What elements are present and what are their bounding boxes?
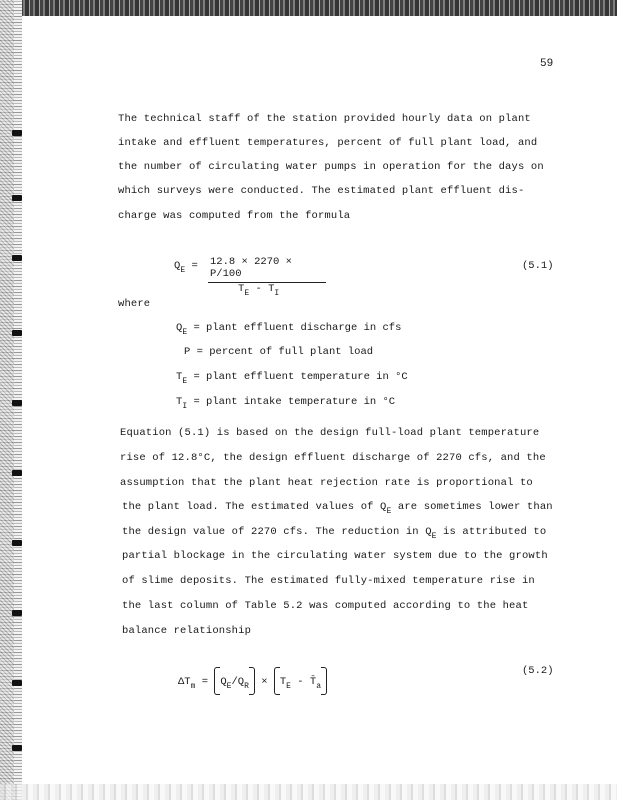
paragraph-line: The technical staff of the station provided hourly data on plant bbox=[118, 113, 531, 125]
paragraph-line: intake and effluent temperatures, percent of full plant load, and bbox=[118, 137, 538, 149]
binding-mark bbox=[12, 255, 22, 261]
scan-top-edge bbox=[0, 0, 617, 16]
binding-mark bbox=[12, 400, 22, 406]
definition-item: $T_E$ = plant effluent temperature in °C bbox=[176, 371, 408, 386]
paragraph-line: the plant load. The estimated values of $Q_E$ are sometimes lower than bbox=[122, 501, 553, 516]
equation-5-1-denominator: $T_E - T_I$ bbox=[238, 283, 280, 298]
binding-mark bbox=[12, 130, 22, 136]
paragraph-line: which surveys were conducted. The estimated plant effluent dis- bbox=[118, 185, 525, 197]
equation-number: (5.1) bbox=[522, 260, 554, 272]
bracket-right bbox=[321, 667, 327, 695]
bracket-right bbox=[249, 667, 255, 695]
paragraph-line: balance relationship bbox=[122, 625, 252, 637]
binding-mark bbox=[12, 470, 22, 476]
definition-item: $Q_E$ = plant effluent discharge in cfs bbox=[176, 322, 402, 337]
equation-5-1-lhs: $Q_E$ = bbox=[174, 260, 198, 275]
paragraph-line: Equation (5.1) is based on the design full-load plant temperature bbox=[120, 427, 540, 439]
binding-mark bbox=[12, 680, 22, 686]
binding-mark bbox=[12, 540, 22, 546]
binding-mark bbox=[12, 195, 22, 201]
binding-mark bbox=[12, 610, 22, 616]
paragraph-line: of slime deposits. The estimated fully-mixed temperature rise in bbox=[122, 575, 535, 587]
definition-item: $T_I$ = plant intake temperature in °C bbox=[176, 396, 396, 411]
paragraph-line: assumption that the plant heat rejection rate is proportional to bbox=[120, 477, 533, 489]
scan-bottom-edge bbox=[0, 784, 617, 800]
paragraph-line: partial blockage in the circulating water system due to the growth bbox=[122, 550, 548, 562]
paragraph-line: rise of 12.8°C, the design effluent discharge of 2270 cfs, and the bbox=[120, 452, 546, 464]
equation-5-2: $\Delta T_m = Q_E/Q_R \times T_E$ - $T̄_a$ bbox=[178, 667, 327, 695]
binding-mark bbox=[12, 745, 22, 751]
paragraph-line: the last column of Table 5.2 was computed according to the heat bbox=[122, 600, 529, 612]
equation-5-1-fraction bbox=[208, 256, 328, 298]
paragraph-line: the number of circulating water pumps in operation for the days on bbox=[118, 161, 544, 173]
paragraph-line: the design value of 2270 cfs. The reduction in $Q_E$ is attributed to bbox=[122, 526, 547, 541]
binding-mark bbox=[12, 330, 22, 336]
equation-5-1-numerator: 12.8 × 2270 × P/100 bbox=[210, 256, 292, 280]
page-number: 59 bbox=[540, 58, 554, 70]
definition-item: P = percent of full plant load bbox=[184, 346, 374, 358]
where-label: where bbox=[118, 298, 151, 310]
paragraph-line: charge was computed from the formula bbox=[118, 210, 351, 222]
equation-number: (5.2) bbox=[522, 665, 554, 677]
